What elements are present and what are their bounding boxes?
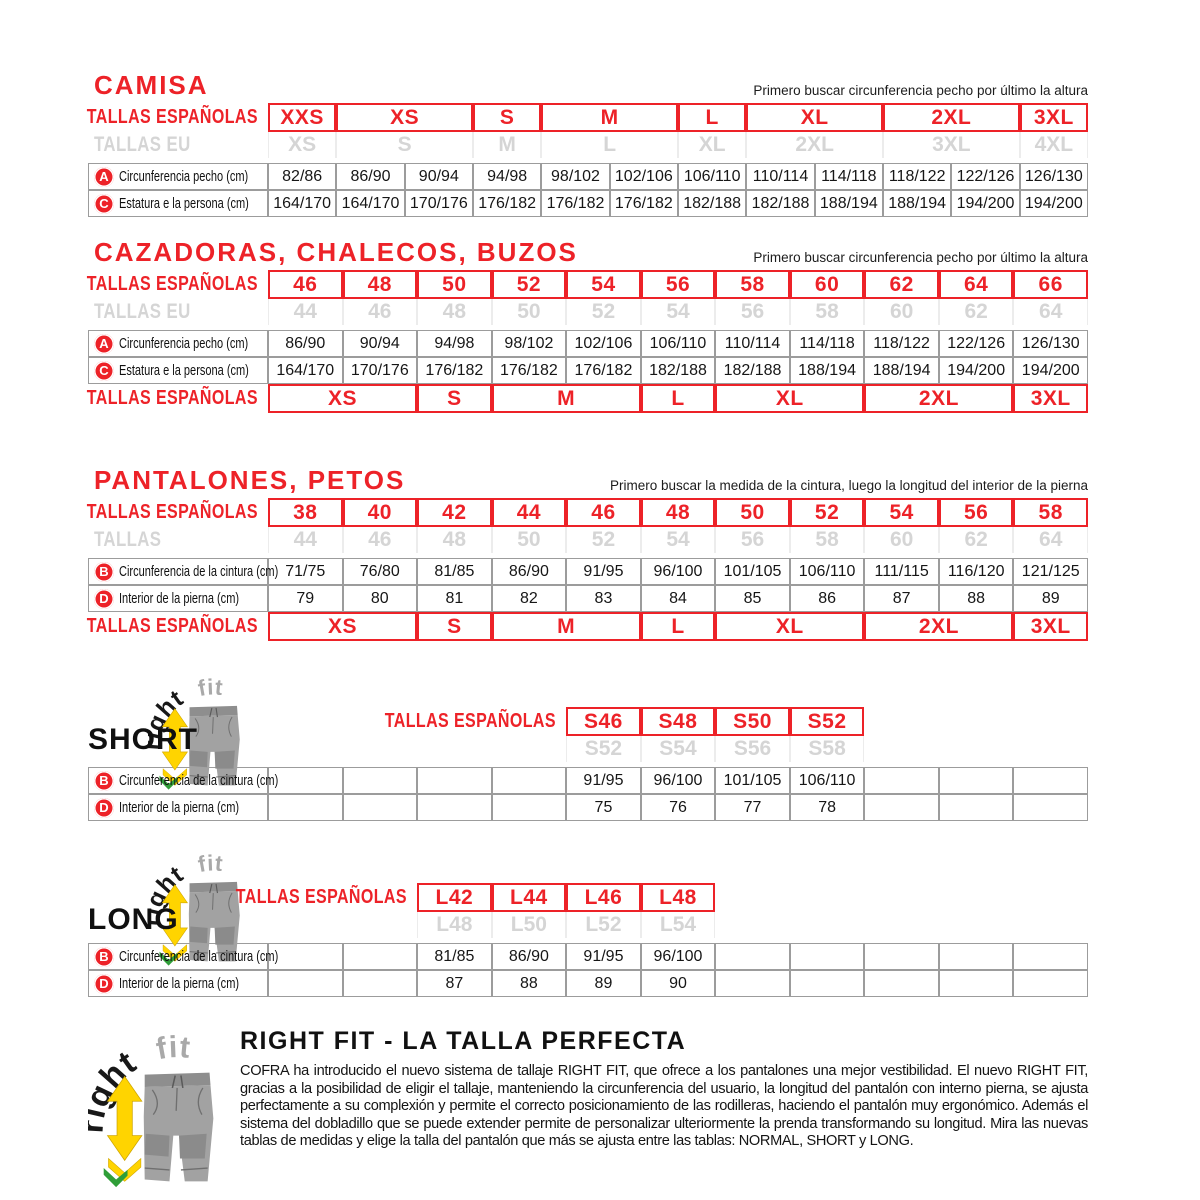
size-cell-es: 60 <box>790 270 865 299</box>
size-cell-es: 48 <box>641 498 716 527</box>
size-cell-eu: 58 <box>790 299 865 325</box>
value-cell: 86/90 <box>492 558 567 585</box>
camisa-section <box>88 70 1088 217</box>
row-label-text: TALLAS ESPAÑOLAS <box>86 387 258 409</box>
camisa-note: Primero buscar circunferencia pecho por último la altura <box>753 83 1088 98</box>
value-cell <box>790 943 865 970</box>
value-cell <box>939 970 1014 997</box>
size-cell-eu: 2XL <box>746 132 883 158</box>
row-label-text: TALLAS ESPAÑOLAS <box>86 273 258 295</box>
size-cell-es: 2XL <box>883 103 1020 132</box>
eu-row-label <box>88 527 268 553</box>
value-cell <box>417 794 492 821</box>
size-cell-es: 64 <box>939 270 1014 299</box>
size-cell-es: S52 <box>790 707 865 736</box>
value-cell <box>343 767 418 794</box>
measure-label-text: Circunferencia de la cintura (cm) <box>119 772 279 789</box>
rightfit-paragraph: COFRA ha introducido el nuevo sistema de tallaje RIGHT FIT, que ofrece a los pantalones una mejor vestibilidad. El nuevo RIGHT FIT, gracias a la posibilidad de eligir el tallaje, manteniendo la circunferencia del usuario, la longitud del pantalón con interno pierna, se ajusta perfectamente a su complexión y permite el correcto posicionamiento de las rodilleras, haciendo el pantalón muy ergonómico. Además el sistema del dobladillo que se puede extender permite de personalizar ulteriormente la prenda transformando su longitud. Mira las nuevas tablas de medidas y elige la talla del pantalón que más se ajusta entre las tablas: NORMAL, SHORT y LONG. <box>240 1063 1088 1149</box>
value-cell <box>492 767 567 794</box>
value-cell: 84 <box>641 585 716 612</box>
size-cell-eu: 64 <box>1013 299 1088 325</box>
value-cell: 96/100 <box>641 943 716 970</box>
cazadoras-title: CAZADORAS, CHALECOS, BUZOS <box>94 237 578 267</box>
cazadoras-section <box>88 237 1088 413</box>
size-cell-es: M <box>541 103 678 132</box>
size-cell-eu: 48 <box>417 527 492 553</box>
measure-C-badge: C <box>94 361 114 381</box>
row-label <box>88 384 268 413</box>
value-cell: 96/100 <box>641 558 716 585</box>
measure-label-text: Interior de la pierna (cm) <box>119 975 240 992</box>
value-cell: 110/114 <box>746 163 814 190</box>
size-cell-es: XS <box>268 612 417 641</box>
pantalones-header <box>88 465 1088 496</box>
measure-D-badge: D <box>94 589 114 609</box>
size-cell-es: 58 <box>1013 498 1088 527</box>
size-cell-es: XXS <box>268 103 336 132</box>
measure-label-text: Interior de la pierna (cm) <box>119 590 240 607</box>
value-cell: 87 <box>417 970 492 997</box>
value-cell: 91/95 <box>566 558 641 585</box>
value-cell: 116/120 <box>939 558 1014 585</box>
measure-C-badge: C <box>94 194 114 214</box>
value-cell: 164/170 <box>268 357 343 384</box>
size-cell-es: 42 <box>417 498 492 527</box>
value-cell: 101/105 <box>715 767 790 794</box>
size-cell-eu: L48 <box>417 912 492 938</box>
value-cell: 89 <box>1013 585 1088 612</box>
value-cell <box>1013 767 1088 794</box>
pantalones-title: PANTALONES, PETOS <box>94 465 406 495</box>
value-cell: 86/90 <box>336 163 404 190</box>
value-cell: 94/98 <box>417 330 492 357</box>
value-cell <box>343 970 418 997</box>
spacer-cell <box>864 707 1088 736</box>
size-cell-es: 40 <box>343 498 418 527</box>
size-cell-eu: L54 <box>641 912 716 938</box>
row-label-text: TALLAS ESPAÑOLAS <box>86 615 258 637</box>
value-cell: 176/182 <box>566 357 641 384</box>
value-cell <box>492 794 567 821</box>
row-label <box>88 270 268 299</box>
value-cell: 102/106 <box>610 163 678 190</box>
size-cell-eu: 52 <box>566 299 641 325</box>
size-cell-es: L42 <box>417 883 492 912</box>
size-chart-sheet <box>88 0 1088 1189</box>
measure-label <box>88 794 268 821</box>
camisa-header <box>88 70 1088 101</box>
long-section <box>88 883 1088 997</box>
size-cell-es: XL <box>715 384 864 413</box>
value-cell: 194/200 <box>1013 357 1088 384</box>
cazadoras-header <box>88 237 1088 268</box>
size-cell-es: S <box>417 384 492 413</box>
measure-D-badge: D <box>94 798 114 818</box>
size-cell-es: 44 <box>492 498 567 527</box>
value-cell: 194/200 <box>1020 190 1088 217</box>
value-cell: 86 <box>790 585 865 612</box>
size-cell-eu: S58 <box>790 736 865 762</box>
size-cell-es: 2XL <box>864 612 1013 641</box>
size-cell-es: 50 <box>715 498 790 527</box>
value-cell: 176/182 <box>492 357 567 384</box>
value-cell: 188/194 <box>815 190 883 217</box>
value-cell: 118/122 <box>864 330 939 357</box>
measure-label <box>88 970 268 997</box>
value-cell: 87 <box>864 585 939 612</box>
row-label-text: TALLAS ESPAÑOLAS <box>86 501 258 523</box>
size-cell-es: 54 <box>566 270 641 299</box>
measure-label <box>88 190 268 217</box>
value-cell: 90/94 <box>343 330 418 357</box>
value-cell: 80 <box>343 585 418 612</box>
long-title: LONG <box>88 903 179 936</box>
eu-row-label <box>88 132 268 158</box>
value-cell: 82 <box>492 585 567 612</box>
value-cell: 88 <box>939 585 1014 612</box>
pantalones-size-table <box>88 498 1088 641</box>
size-cell-eu: 62 <box>939 299 1014 325</box>
size-cell-es: S46 <box>566 707 641 736</box>
value-cell <box>864 794 939 821</box>
value-cell: 101/105 <box>715 558 790 585</box>
size-cell-es: 46 <box>268 270 343 299</box>
value-cell: 102/106 <box>566 330 641 357</box>
size-cell-eu: S52 <box>566 736 641 762</box>
size-cell-eu: 62 <box>939 527 1014 553</box>
value-cell: 82/86 <box>268 163 336 190</box>
value-cell: 182/188 <box>641 357 716 384</box>
row-label-text: TALLAS ESPAÑOLAS <box>385 710 557 732</box>
size-cell-es: S50 <box>715 707 790 736</box>
size-cell-es: L46 <box>566 883 641 912</box>
value-cell: 188/194 <box>864 357 939 384</box>
size-cell-es: 56 <box>939 498 1014 527</box>
measure-A-badge: A <box>94 334 114 354</box>
size-cell-eu: 4XL <box>1020 132 1088 158</box>
size-cell-es: 66 <box>1013 270 1088 299</box>
value-cell: 114/118 <box>790 330 865 357</box>
value-cell <box>939 767 1014 794</box>
value-cell <box>864 767 939 794</box>
value-cell: 121/125 <box>1013 558 1088 585</box>
value-cell: 77 <box>715 794 790 821</box>
value-cell: 98/102 <box>492 330 567 357</box>
value-cell <box>715 970 790 997</box>
size-cell-es: 52 <box>790 498 865 527</box>
rightfit-logo-large <box>88 1025 230 1189</box>
measure-label <box>88 163 268 190</box>
value-cell: 194/200 <box>939 357 1014 384</box>
size-cell-eu: S <box>336 132 473 158</box>
size-cell-eu: 56 <box>715 299 790 325</box>
value-cell <box>268 794 343 821</box>
value-cell: 88 <box>492 970 567 997</box>
size-cell-eu: 54 <box>641 527 716 553</box>
value-cell: 164/170 <box>336 190 404 217</box>
value-cell: 96/100 <box>641 767 716 794</box>
size-cell-eu: M <box>473 132 541 158</box>
size-cell-es: 38 <box>268 498 343 527</box>
value-cell: 81/85 <box>417 943 492 970</box>
measure-B-badge: B <box>94 771 114 791</box>
value-cell: 176/182 <box>417 357 492 384</box>
camisa-size-table <box>88 103 1088 217</box>
camisa-title: CAMISA <box>94 70 209 100</box>
value-cell: 176/182 <box>473 190 541 217</box>
measure-B-badge: B <box>94 947 114 967</box>
size-cell-eu: 64 <box>1013 527 1088 553</box>
size-cell-eu: 52 <box>566 527 641 553</box>
row-label-text: TALLAS EU <box>94 133 191 156</box>
size-cell-eu: 60 <box>864 527 939 553</box>
size-cell-es: 3XL <box>1020 103 1088 132</box>
measure-label-text: Interior de la pierna (cm) <box>119 799 240 816</box>
size-cell-es: 58 <box>715 270 790 299</box>
size-cell-eu: 58 <box>790 527 865 553</box>
value-cell: 75 <box>566 794 641 821</box>
value-cell: 78 <box>790 794 865 821</box>
size-cell-es: L44 <box>492 883 567 912</box>
value-cell <box>343 943 418 970</box>
value-cell <box>268 767 343 794</box>
measure-label-text: Circunferencia de la cintura (cm) <box>119 948 279 965</box>
measure-A-badge: A <box>94 167 114 187</box>
spacer-cell <box>715 912 1088 943</box>
value-cell: 110/114 <box>715 330 790 357</box>
size-cell-eu: XS <box>268 132 336 158</box>
value-cell: 90 <box>641 970 716 997</box>
eu-row-label <box>88 299 268 325</box>
value-cell: 188/194 <box>790 357 865 384</box>
size-cell-eu: 60 <box>864 299 939 325</box>
value-cell: 126/130 <box>1020 163 1088 190</box>
size-cell-eu: L <box>541 132 678 158</box>
size-cell-es: 54 <box>864 498 939 527</box>
cazadoras-size-table <box>88 270 1088 413</box>
rightfit-section <box>88 1025 1088 1189</box>
measure-label <box>88 585 268 612</box>
value-cell: 170/176 <box>405 190 473 217</box>
size-cell-eu: L50 <box>492 912 567 938</box>
size-cell-es: 3XL <box>1013 612 1088 641</box>
value-cell: 164/170 <box>268 190 336 217</box>
row-label <box>88 498 268 527</box>
rightfit-text-block <box>240 1025 1088 1151</box>
value-cell: 176/182 <box>541 190 609 217</box>
size-cell-es: S48 <box>641 707 716 736</box>
rightfit-title: RIGHT FIT - LA TALLA PERFECTA <box>240 1027 687 1055</box>
value-cell: 76 <box>641 794 716 821</box>
size-cell-es: 56 <box>641 270 716 299</box>
value-cell: 182/188 <box>678 190 746 217</box>
value-cell <box>1013 794 1088 821</box>
size-cell-eu: S54 <box>641 736 716 762</box>
measure-label-text: Estatura e la persona (cm) <box>119 362 249 379</box>
size-cell-es: XS <box>336 103 473 132</box>
value-cell <box>268 943 343 970</box>
size-cell-es: 46 <box>566 498 641 527</box>
cazadoras-note: Primero buscar circunferencia pecho por último la altura <box>753 250 1088 265</box>
value-cell: 182/188 <box>715 357 790 384</box>
value-cell: 170/176 <box>343 357 418 384</box>
value-cell: 182/188 <box>746 190 814 217</box>
size-cell-es: 50 <box>417 270 492 299</box>
measure-label-text: Circunferencia pecho (cm) <box>119 168 249 185</box>
size-cell-es: L <box>678 103 746 132</box>
value-cell: 106/110 <box>790 558 865 585</box>
value-cell <box>417 767 492 794</box>
size-cell-es: 48 <box>343 270 418 299</box>
value-cell <box>343 794 418 821</box>
size-cell-eu: 3XL <box>883 132 1020 158</box>
value-cell: 126/130 <box>1013 330 1088 357</box>
value-cell: 98/102 <box>541 163 609 190</box>
value-cell <box>864 943 939 970</box>
value-cell <box>1013 943 1088 970</box>
value-cell <box>864 970 939 997</box>
size-cell-eu: 44 <box>268 299 343 325</box>
pantalones-section <box>88 465 1088 641</box>
size-cell-eu: 54 <box>641 299 716 325</box>
value-cell: 122/126 <box>939 330 1014 357</box>
value-cell: 85 <box>715 585 790 612</box>
size-cell-eu: XL <box>678 132 746 158</box>
size-cell-eu: 50 <box>492 299 567 325</box>
value-cell: 83 <box>566 585 641 612</box>
value-cell: 118/122 <box>883 163 951 190</box>
value-cell: 86/90 <box>268 330 343 357</box>
size-cell-es: L <box>641 612 716 641</box>
value-cell <box>268 970 343 997</box>
short-section <box>88 707 1088 821</box>
value-cell: 122/126 <box>951 163 1019 190</box>
size-cell-es: 62 <box>864 270 939 299</box>
spacer-cell <box>715 883 1088 912</box>
measure-label-text: Estatura e la persona (cm) <box>119 195 249 212</box>
pantalones-note: Primero buscar la medida de la cintura, luego la longitud del interior de la pierna <box>609 478 1088 493</box>
value-cell: 89 <box>566 970 641 997</box>
size-cell-es: S <box>473 103 541 132</box>
value-cell: 94/98 <box>473 163 541 190</box>
size-cell-es: XL <box>746 103 883 132</box>
value-cell <box>715 943 790 970</box>
size-cell-es: 2XL <box>864 384 1013 413</box>
value-cell: 106/110 <box>641 330 716 357</box>
size-cell-eu: L52 <box>566 912 641 938</box>
measure-label <box>88 357 268 384</box>
size-cell-es: XS <box>268 384 417 413</box>
value-cell: 91/95 <box>566 767 641 794</box>
size-cell-es: XL <box>715 612 864 641</box>
value-cell: 114/118 <box>815 163 883 190</box>
size-cell-es: M <box>492 612 641 641</box>
value-cell <box>939 794 1014 821</box>
row-label <box>88 612 268 641</box>
value-cell: 79 <box>268 585 343 612</box>
measure-B-badge: B <box>94 562 114 582</box>
value-cell <box>939 943 1014 970</box>
measure-label-text: Circunferencia pecho (cm) <box>119 335 249 352</box>
value-cell: 81/85 <box>417 558 492 585</box>
size-cell-eu: 50 <box>492 527 567 553</box>
size-cell-es: L48 <box>641 883 716 912</box>
row-label-text: TALLAS EU <box>94 300 191 323</box>
row-label <box>88 103 268 132</box>
size-cell-es: 3XL <box>1013 384 1088 413</box>
measure-D-badge: D <box>94 974 114 994</box>
value-cell: 86/90 <box>492 943 567 970</box>
value-cell <box>1013 970 1088 997</box>
measure-label <box>88 558 279 585</box>
row-label-text: TALLAS ESPAÑOLAS <box>86 106 258 128</box>
size-cell-es: M <box>492 384 641 413</box>
size-cell-eu: 56 <box>715 527 790 553</box>
value-cell: 81 <box>417 585 492 612</box>
size-cell-eu: S56 <box>715 736 790 762</box>
value-cell <box>790 970 865 997</box>
size-cell-es: 52 <box>492 270 567 299</box>
size-cell-eu: 44 <box>268 527 343 553</box>
value-cell: 106/110 <box>678 163 746 190</box>
value-cell: 188/194 <box>883 190 951 217</box>
row-label-text: TALLAS ESPAÑOLAS <box>235 886 408 908</box>
measure-label <box>88 330 268 357</box>
value-cell: 194/200 <box>951 190 1019 217</box>
value-cell: 106/110 <box>790 767 865 794</box>
row-label-text: TALLAS <box>94 528 162 551</box>
value-cell: 76/80 <box>343 558 418 585</box>
short-title: SHORT <box>88 723 198 756</box>
value-cell: 111/115 <box>864 558 939 585</box>
size-cell-eu: 46 <box>343 299 418 325</box>
spacer-cell <box>864 736 1088 767</box>
measure-label-text: Circunferencia de la cintura (cm) <box>119 563 279 580</box>
size-cell-es: S <box>417 612 492 641</box>
value-cell: 71/75 <box>268 558 343 585</box>
size-cell-eu: 46 <box>343 527 418 553</box>
value-cell: 90/94 <box>405 163 473 190</box>
size-cell-eu: 48 <box>417 299 492 325</box>
value-cell: 176/182 <box>610 190 678 217</box>
size-cell-es: L <box>641 384 716 413</box>
value-cell: 91/95 <box>566 943 641 970</box>
